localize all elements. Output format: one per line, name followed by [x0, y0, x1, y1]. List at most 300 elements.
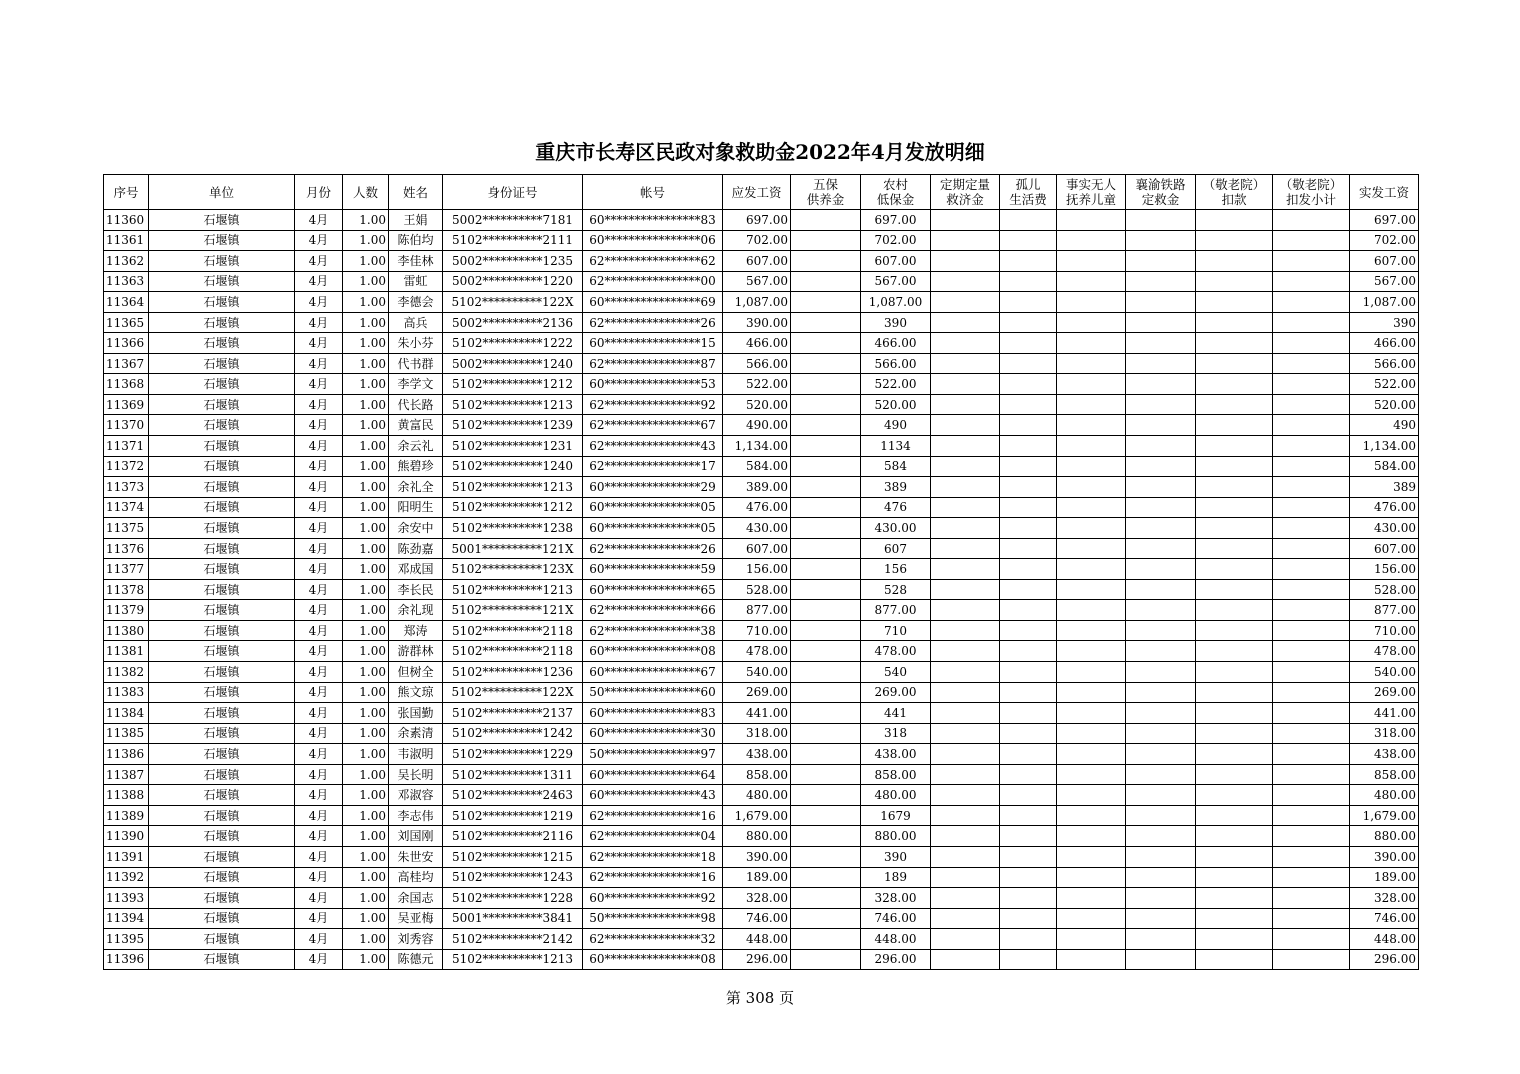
- cell-count: 1.00: [343, 929, 389, 950]
- cell-month: 4月: [295, 764, 343, 785]
- cell-wubao: [791, 620, 861, 641]
- cell-seq: 11383: [104, 682, 149, 703]
- cell-dibao: 476: [861, 497, 931, 518]
- cell-wubao: [791, 785, 861, 806]
- cell-count: 1.00: [343, 764, 389, 785]
- cell-seq: 11373: [104, 477, 149, 498]
- cell-account: 62****************32: [583, 929, 723, 950]
- cell-seq: 11371: [104, 436, 149, 457]
- cell-seq: 11391: [104, 846, 149, 867]
- cell-id-number: 5102**********1229: [443, 744, 583, 765]
- header-row: [104, 175, 1419, 210]
- cell-count: 1.00: [343, 230, 389, 251]
- cell-dingqi: [931, 764, 1000, 785]
- cell-orphan: [1000, 949, 1057, 970]
- cell-payable: 476.00: [723, 497, 791, 518]
- cell-unattended-child: [1057, 436, 1126, 457]
- cell-id-number: 5102**********1228: [443, 888, 583, 909]
- cell-dibao: 1679: [861, 805, 931, 826]
- cell-xiangyu: [1126, 744, 1196, 765]
- header-seq: 序号: [104, 175, 149, 210]
- cell-unit: 石堰镇: [149, 846, 295, 867]
- cell-orphan: [1000, 641, 1057, 662]
- cell-seq: 11360: [104, 210, 149, 231]
- table-row: [104, 826, 1419, 847]
- cell-account: 60****************06: [583, 230, 723, 251]
- cell-count: 1.00: [343, 292, 389, 313]
- cell-count: 1.00: [343, 210, 389, 231]
- cell-account: 60****************59: [583, 559, 723, 580]
- cell-dingqi: [931, 292, 1000, 313]
- cell-dibao: 746.00: [861, 908, 931, 929]
- cell-nursing-subtotal: [1273, 846, 1350, 867]
- cell-wubao: [791, 662, 861, 683]
- cell-wubao: [791, 230, 861, 251]
- table-row: [104, 497, 1419, 518]
- cell-id-number: 5102**********1231: [443, 436, 583, 457]
- cell-nursing-deduction: [1196, 846, 1273, 867]
- cell-nursing-deduction: [1196, 949, 1273, 970]
- cell-xiangyu: [1126, 846, 1196, 867]
- cell-seq: 11374: [104, 497, 149, 518]
- cell-name: 高桂均: [389, 867, 443, 888]
- cell-count: 1.00: [343, 908, 389, 929]
- cell-id-number: 5102**********1222: [443, 333, 583, 354]
- cell-unit: 石堰镇: [149, 867, 295, 888]
- cell-dibao: 269.00: [861, 682, 931, 703]
- cell-actual-pay: 1,134.00: [1350, 436, 1419, 457]
- cell-month: 4月: [295, 846, 343, 867]
- cell-account: 62****************26: [583, 312, 723, 333]
- cell-orphan: [1000, 538, 1057, 559]
- cell-seq: 11384: [104, 703, 149, 724]
- cell-orphan: [1000, 888, 1057, 909]
- cell-orphan: [1000, 210, 1057, 231]
- cell-dibao: 880.00: [861, 826, 931, 847]
- cell-xiangyu: [1126, 333, 1196, 354]
- cell-nursing-deduction: [1196, 559, 1273, 580]
- cell-actual-pay: 318.00: [1350, 723, 1419, 744]
- table-row: [104, 436, 1419, 457]
- cell-dibao: 520.00: [861, 394, 931, 415]
- cell-dingqi: [931, 230, 1000, 251]
- cell-unit: 石堰镇: [149, 477, 295, 498]
- cell-actual-pay: 880.00: [1350, 826, 1419, 847]
- cell-name: 李佳林: [389, 251, 443, 272]
- cell-seq: 11387: [104, 764, 149, 785]
- table-row: [104, 415, 1419, 436]
- table-row: [104, 518, 1419, 539]
- cell-id-number: 5001**********3841: [443, 908, 583, 929]
- cell-payable: 269.00: [723, 682, 791, 703]
- cell-nursing-subtotal: [1273, 600, 1350, 621]
- cell-seq: 11368: [104, 374, 149, 395]
- cell-name: 刘秀容: [389, 929, 443, 950]
- cell-count: 1.00: [343, 723, 389, 744]
- cell-id-number: 5102**********2118: [443, 641, 583, 662]
- cell-name: 游群林: [389, 641, 443, 662]
- table-row: [104, 662, 1419, 683]
- cell-month: 4月: [295, 374, 343, 395]
- cell-unattended-child: [1057, 744, 1126, 765]
- cell-payable: 430.00: [723, 518, 791, 539]
- cell-count: 1.00: [343, 867, 389, 888]
- cell-seq: 11396: [104, 949, 149, 970]
- cell-id-number: 5102**********1213: [443, 394, 583, 415]
- cell-nursing-subtotal: [1273, 826, 1350, 847]
- cell-orphan: [1000, 785, 1057, 806]
- cell-unattended-child: [1057, 415, 1126, 436]
- cell-account: 62****************17: [583, 456, 723, 477]
- cell-month: 4月: [295, 744, 343, 765]
- cell-id-number: 5002**********1220: [443, 271, 583, 292]
- cell-account: 62****************43: [583, 436, 723, 457]
- cell-xiangyu: [1126, 600, 1196, 621]
- cell-wubao: [791, 271, 861, 292]
- cell-dibao: 328.00: [861, 888, 931, 909]
- cell-name: 吴长明: [389, 764, 443, 785]
- cell-nursing-deduction: [1196, 353, 1273, 374]
- cell-xiangyu: [1126, 518, 1196, 539]
- cell-account: 62****************87: [583, 353, 723, 374]
- cell-nursing-subtotal: [1273, 764, 1350, 785]
- cell-count: 1.00: [343, 682, 389, 703]
- cell-nursing-deduction: [1196, 908, 1273, 929]
- cell-account: 62****************16: [583, 805, 723, 826]
- cell-nursing-deduction: [1196, 456, 1273, 477]
- cell-seq: 11365: [104, 312, 149, 333]
- cell-orphan: [1000, 497, 1057, 518]
- header-actual-pay: 实发工资: [1350, 175, 1419, 210]
- cell-seq: 11380: [104, 620, 149, 641]
- cell-actual-pay: 607.00: [1350, 251, 1419, 272]
- cell-month: 4月: [295, 785, 343, 806]
- cell-wubao: [791, 908, 861, 929]
- cell-orphan: [1000, 230, 1057, 251]
- cell-unit: 石堰镇: [149, 805, 295, 826]
- cell-account: 62****************62: [583, 251, 723, 272]
- cell-unit: 石堰镇: [149, 230, 295, 251]
- cell-seq: 11364: [104, 292, 149, 313]
- cell-actual-pay: 746.00: [1350, 908, 1419, 929]
- cell-nursing-subtotal: [1273, 210, 1350, 231]
- cell-actual-pay: 328.00: [1350, 888, 1419, 909]
- cell-name: 但树全: [389, 662, 443, 683]
- cell-dibao: 448.00: [861, 929, 931, 950]
- cell-nursing-deduction: [1196, 662, 1273, 683]
- cell-id-number: 5102**********2463: [443, 785, 583, 806]
- cell-unit: 石堰镇: [149, 292, 295, 313]
- cell-account: 62****************00: [583, 271, 723, 292]
- cell-name: 李志伟: [389, 805, 443, 826]
- cell-payable: 567.00: [723, 271, 791, 292]
- cell-unattended-child: [1057, 374, 1126, 395]
- table-row: [104, 600, 1419, 621]
- cell-month: 4月: [295, 826, 343, 847]
- cell-month: 4月: [295, 333, 343, 354]
- cell-unattended-child: [1057, 805, 1126, 826]
- cell-nursing-subtotal: [1273, 641, 1350, 662]
- cell-wubao: [791, 538, 861, 559]
- cell-wubao: [791, 703, 861, 724]
- cell-xiangyu: [1126, 477, 1196, 498]
- cell-seq: 11375: [104, 518, 149, 539]
- cell-name: 余云礼: [389, 436, 443, 457]
- cell-unattended-child: [1057, 251, 1126, 272]
- cell-dingqi: [931, 846, 1000, 867]
- cell-account: 62****************16: [583, 867, 723, 888]
- cell-name: 余安中: [389, 518, 443, 539]
- cell-account: 60****************69: [583, 292, 723, 313]
- cell-count: 1.00: [343, 703, 389, 724]
- cell-payable: 540.00: [723, 662, 791, 683]
- cell-nursing-deduction: [1196, 394, 1273, 415]
- cell-unattended-child: [1057, 908, 1126, 929]
- cell-xiangyu: [1126, 230, 1196, 251]
- table-row: [104, 230, 1419, 251]
- cell-id-number: 5002**********2136: [443, 312, 583, 333]
- table-row: [104, 559, 1419, 580]
- cell-nursing-deduction: [1196, 600, 1273, 621]
- cell-count: 1.00: [343, 579, 389, 600]
- cell-payable: 858.00: [723, 764, 791, 785]
- cell-month: 4月: [295, 456, 343, 477]
- cell-dingqi: [931, 744, 1000, 765]
- cell-count: 1.00: [343, 456, 389, 477]
- cell-unattended-child: [1057, 456, 1126, 477]
- cell-month: 4月: [295, 703, 343, 724]
- payment-table: [103, 174, 1419, 970]
- cell-name: 吴亚梅: [389, 908, 443, 929]
- cell-nursing-deduction: [1196, 271, 1273, 292]
- cell-id-number: 5102**********2118: [443, 620, 583, 641]
- cell-xiangyu: [1126, 292, 1196, 313]
- cell-actual-pay: 441.00: [1350, 703, 1419, 724]
- cell-orphan: [1000, 579, 1057, 600]
- cell-orphan: [1000, 436, 1057, 457]
- cell-unit: 石堰镇: [149, 641, 295, 662]
- cell-unattended-child: [1057, 292, 1126, 313]
- cell-unit: 石堰镇: [149, 333, 295, 354]
- cell-actual-pay: 490: [1350, 415, 1419, 436]
- cell-unit: 石堰镇: [149, 929, 295, 950]
- cell-orphan: [1000, 620, 1057, 641]
- cell-nursing-deduction: [1196, 620, 1273, 641]
- cell-wubao: [791, 477, 861, 498]
- table-row: [104, 333, 1419, 354]
- cell-unit: 石堰镇: [149, 620, 295, 641]
- cell-payable: 1,134.00: [723, 436, 791, 457]
- cell-orphan: [1000, 805, 1057, 826]
- cell-dibao: 390: [861, 846, 931, 867]
- cell-unit: 石堰镇: [149, 210, 295, 231]
- cell-orphan: [1000, 929, 1057, 950]
- cell-seq: 11363: [104, 271, 149, 292]
- cell-wubao: [791, 805, 861, 826]
- cell-name: 刘国刚: [389, 826, 443, 847]
- cell-name: 李长民: [389, 579, 443, 600]
- cell-orphan: [1000, 353, 1057, 374]
- cell-dingqi: [931, 888, 1000, 909]
- table-row: [104, 271, 1419, 292]
- cell-seq: 11390: [104, 826, 149, 847]
- cell-nursing-subtotal: [1273, 394, 1350, 415]
- cell-count: 1.00: [343, 518, 389, 539]
- cell-account: 60****************30: [583, 723, 723, 744]
- cell-id-number: 5002**********7181: [443, 210, 583, 231]
- cell-id-number: 5102**********1236: [443, 662, 583, 683]
- cell-nursing-subtotal: [1273, 415, 1350, 436]
- cell-account: 50****************98: [583, 908, 723, 929]
- cell-id-number: 5102**********1219: [443, 805, 583, 826]
- cell-xiangyu: [1126, 929, 1196, 950]
- cell-count: 1.00: [343, 888, 389, 909]
- cell-month: 4月: [295, 620, 343, 641]
- cell-nursing-deduction: [1196, 518, 1273, 539]
- table-row: [104, 805, 1419, 826]
- cell-account: 62****************66: [583, 600, 723, 621]
- cell-actual-pay: 584.00: [1350, 456, 1419, 477]
- cell-dibao: 607: [861, 538, 931, 559]
- cell-seq: 11369: [104, 394, 149, 415]
- cell-id-number: 5102**********122X: [443, 292, 583, 313]
- cell-nursing-subtotal: [1273, 662, 1350, 683]
- cell-dingqi: [931, 600, 1000, 621]
- header-unattended-child: 事实无人 抚养儿童: [1057, 175, 1126, 210]
- cell-nursing-deduction: [1196, 497, 1273, 518]
- cell-unit: 石堰镇: [149, 538, 295, 559]
- cell-id-number: 5002**********1235: [443, 251, 583, 272]
- cell-nursing-subtotal: [1273, 251, 1350, 272]
- cell-xiangyu: [1126, 805, 1196, 826]
- cell-seq: 11395: [104, 929, 149, 950]
- cell-nursing-subtotal: [1273, 867, 1350, 888]
- cell-payable: 702.00: [723, 230, 791, 251]
- cell-dingqi: [931, 333, 1000, 354]
- cell-unit: 石堰镇: [149, 456, 295, 477]
- cell-id-number: 5102**********122X: [443, 682, 583, 703]
- cell-name: 王娟: [389, 210, 443, 231]
- cell-unit: 石堰镇: [149, 312, 295, 333]
- cell-seq: 11378: [104, 579, 149, 600]
- cell-payable: 1,679.00: [723, 805, 791, 826]
- cell-dingqi: [931, 805, 1000, 826]
- cell-orphan: [1000, 394, 1057, 415]
- cell-actual-pay: 858.00: [1350, 764, 1419, 785]
- cell-seq: 11382: [104, 662, 149, 683]
- cell-name: 黄富民: [389, 415, 443, 436]
- cell-unit: 石堰镇: [149, 436, 295, 457]
- cell-account: 60****************43: [583, 785, 723, 806]
- cell-seq: 11372: [104, 456, 149, 477]
- cell-dibao: 522.00: [861, 374, 931, 395]
- cell-actual-pay: 697.00: [1350, 210, 1419, 231]
- cell-nursing-deduction: [1196, 929, 1273, 950]
- cell-name: 熊文琼: [389, 682, 443, 703]
- header-name: 姓名: [389, 175, 443, 210]
- cell-xiangyu: [1126, 826, 1196, 847]
- cell-orphan: [1000, 312, 1057, 333]
- cell-orphan: [1000, 744, 1057, 765]
- cell-unattended-child: [1057, 559, 1126, 580]
- cell-unattended-child: [1057, 579, 1126, 600]
- cell-seq: 11361: [104, 230, 149, 251]
- cell-unattended-child: [1057, 497, 1126, 518]
- cell-unit: 石堰镇: [149, 744, 295, 765]
- cell-wubao: [791, 394, 861, 415]
- cell-dibao: 390: [861, 312, 931, 333]
- cell-count: 1.00: [343, 353, 389, 374]
- cell-unit: 石堰镇: [149, 764, 295, 785]
- cell-unit: 石堰镇: [149, 723, 295, 744]
- cell-orphan: [1000, 764, 1057, 785]
- cell-unit: 石堰镇: [149, 415, 295, 436]
- cell-nursing-subtotal: [1273, 230, 1350, 251]
- cell-nursing-deduction: [1196, 764, 1273, 785]
- cell-nursing-subtotal: [1273, 436, 1350, 457]
- cell-orphan: [1000, 374, 1057, 395]
- cell-month: 4月: [295, 662, 343, 683]
- cell-month: 4月: [295, 723, 343, 744]
- cell-dingqi: [931, 620, 1000, 641]
- cell-actual-pay: 466.00: [1350, 333, 1419, 354]
- cell-count: 1.00: [343, 271, 389, 292]
- cell-actual-pay: 877.00: [1350, 600, 1419, 621]
- cell-month: 4月: [295, 518, 343, 539]
- cell-nursing-subtotal: [1273, 559, 1350, 580]
- cell-actual-pay: 296.00: [1350, 949, 1419, 970]
- cell-unit: 石堰镇: [149, 888, 295, 909]
- cell-month: 4月: [295, 929, 343, 950]
- cell-payable: 390.00: [723, 312, 791, 333]
- cell-count: 1.00: [343, 538, 389, 559]
- cell-nursing-deduction: [1196, 641, 1273, 662]
- cell-unattended-child: [1057, 333, 1126, 354]
- cell-account: 60****************05: [583, 497, 723, 518]
- cell-account: 62****************04: [583, 826, 723, 847]
- cell-xiangyu: [1126, 723, 1196, 744]
- cell-actual-pay: 448.00: [1350, 929, 1419, 950]
- cell-dibao: 438.00: [861, 744, 931, 765]
- cell-xiangyu: [1126, 579, 1196, 600]
- cell-name: 余礼现: [389, 600, 443, 621]
- cell-xiangyu: [1126, 251, 1196, 272]
- cell-month: 4月: [295, 312, 343, 333]
- header-xiangyu: 襄渝铁路 定救金: [1126, 175, 1196, 210]
- cell-wubao: [791, 415, 861, 436]
- cell-xiangyu: [1126, 641, 1196, 662]
- cell-nursing-deduction: [1196, 210, 1273, 231]
- cell-month: 4月: [295, 682, 343, 703]
- cell-seq: 11376: [104, 538, 149, 559]
- cell-name: 邓淑容: [389, 785, 443, 806]
- cell-seq: 11377: [104, 559, 149, 580]
- cell-unattended-child: [1057, 518, 1126, 539]
- cell-payable: 520.00: [723, 394, 791, 415]
- table-row: [104, 641, 1419, 662]
- cell-month: 4月: [295, 908, 343, 929]
- cell-actual-pay: 390.00: [1350, 846, 1419, 867]
- cell-wubao: [791, 723, 861, 744]
- cell-dibao: 480.00: [861, 785, 931, 806]
- cell-payable: 441.00: [723, 703, 791, 724]
- cell-account: 60****************92: [583, 888, 723, 909]
- cell-xiangyu: [1126, 867, 1196, 888]
- cell-unattended-child: [1057, 703, 1126, 724]
- cell-dingqi: [931, 271, 1000, 292]
- cell-xiangyu: [1126, 415, 1196, 436]
- cell-dingqi: [931, 785, 1000, 806]
